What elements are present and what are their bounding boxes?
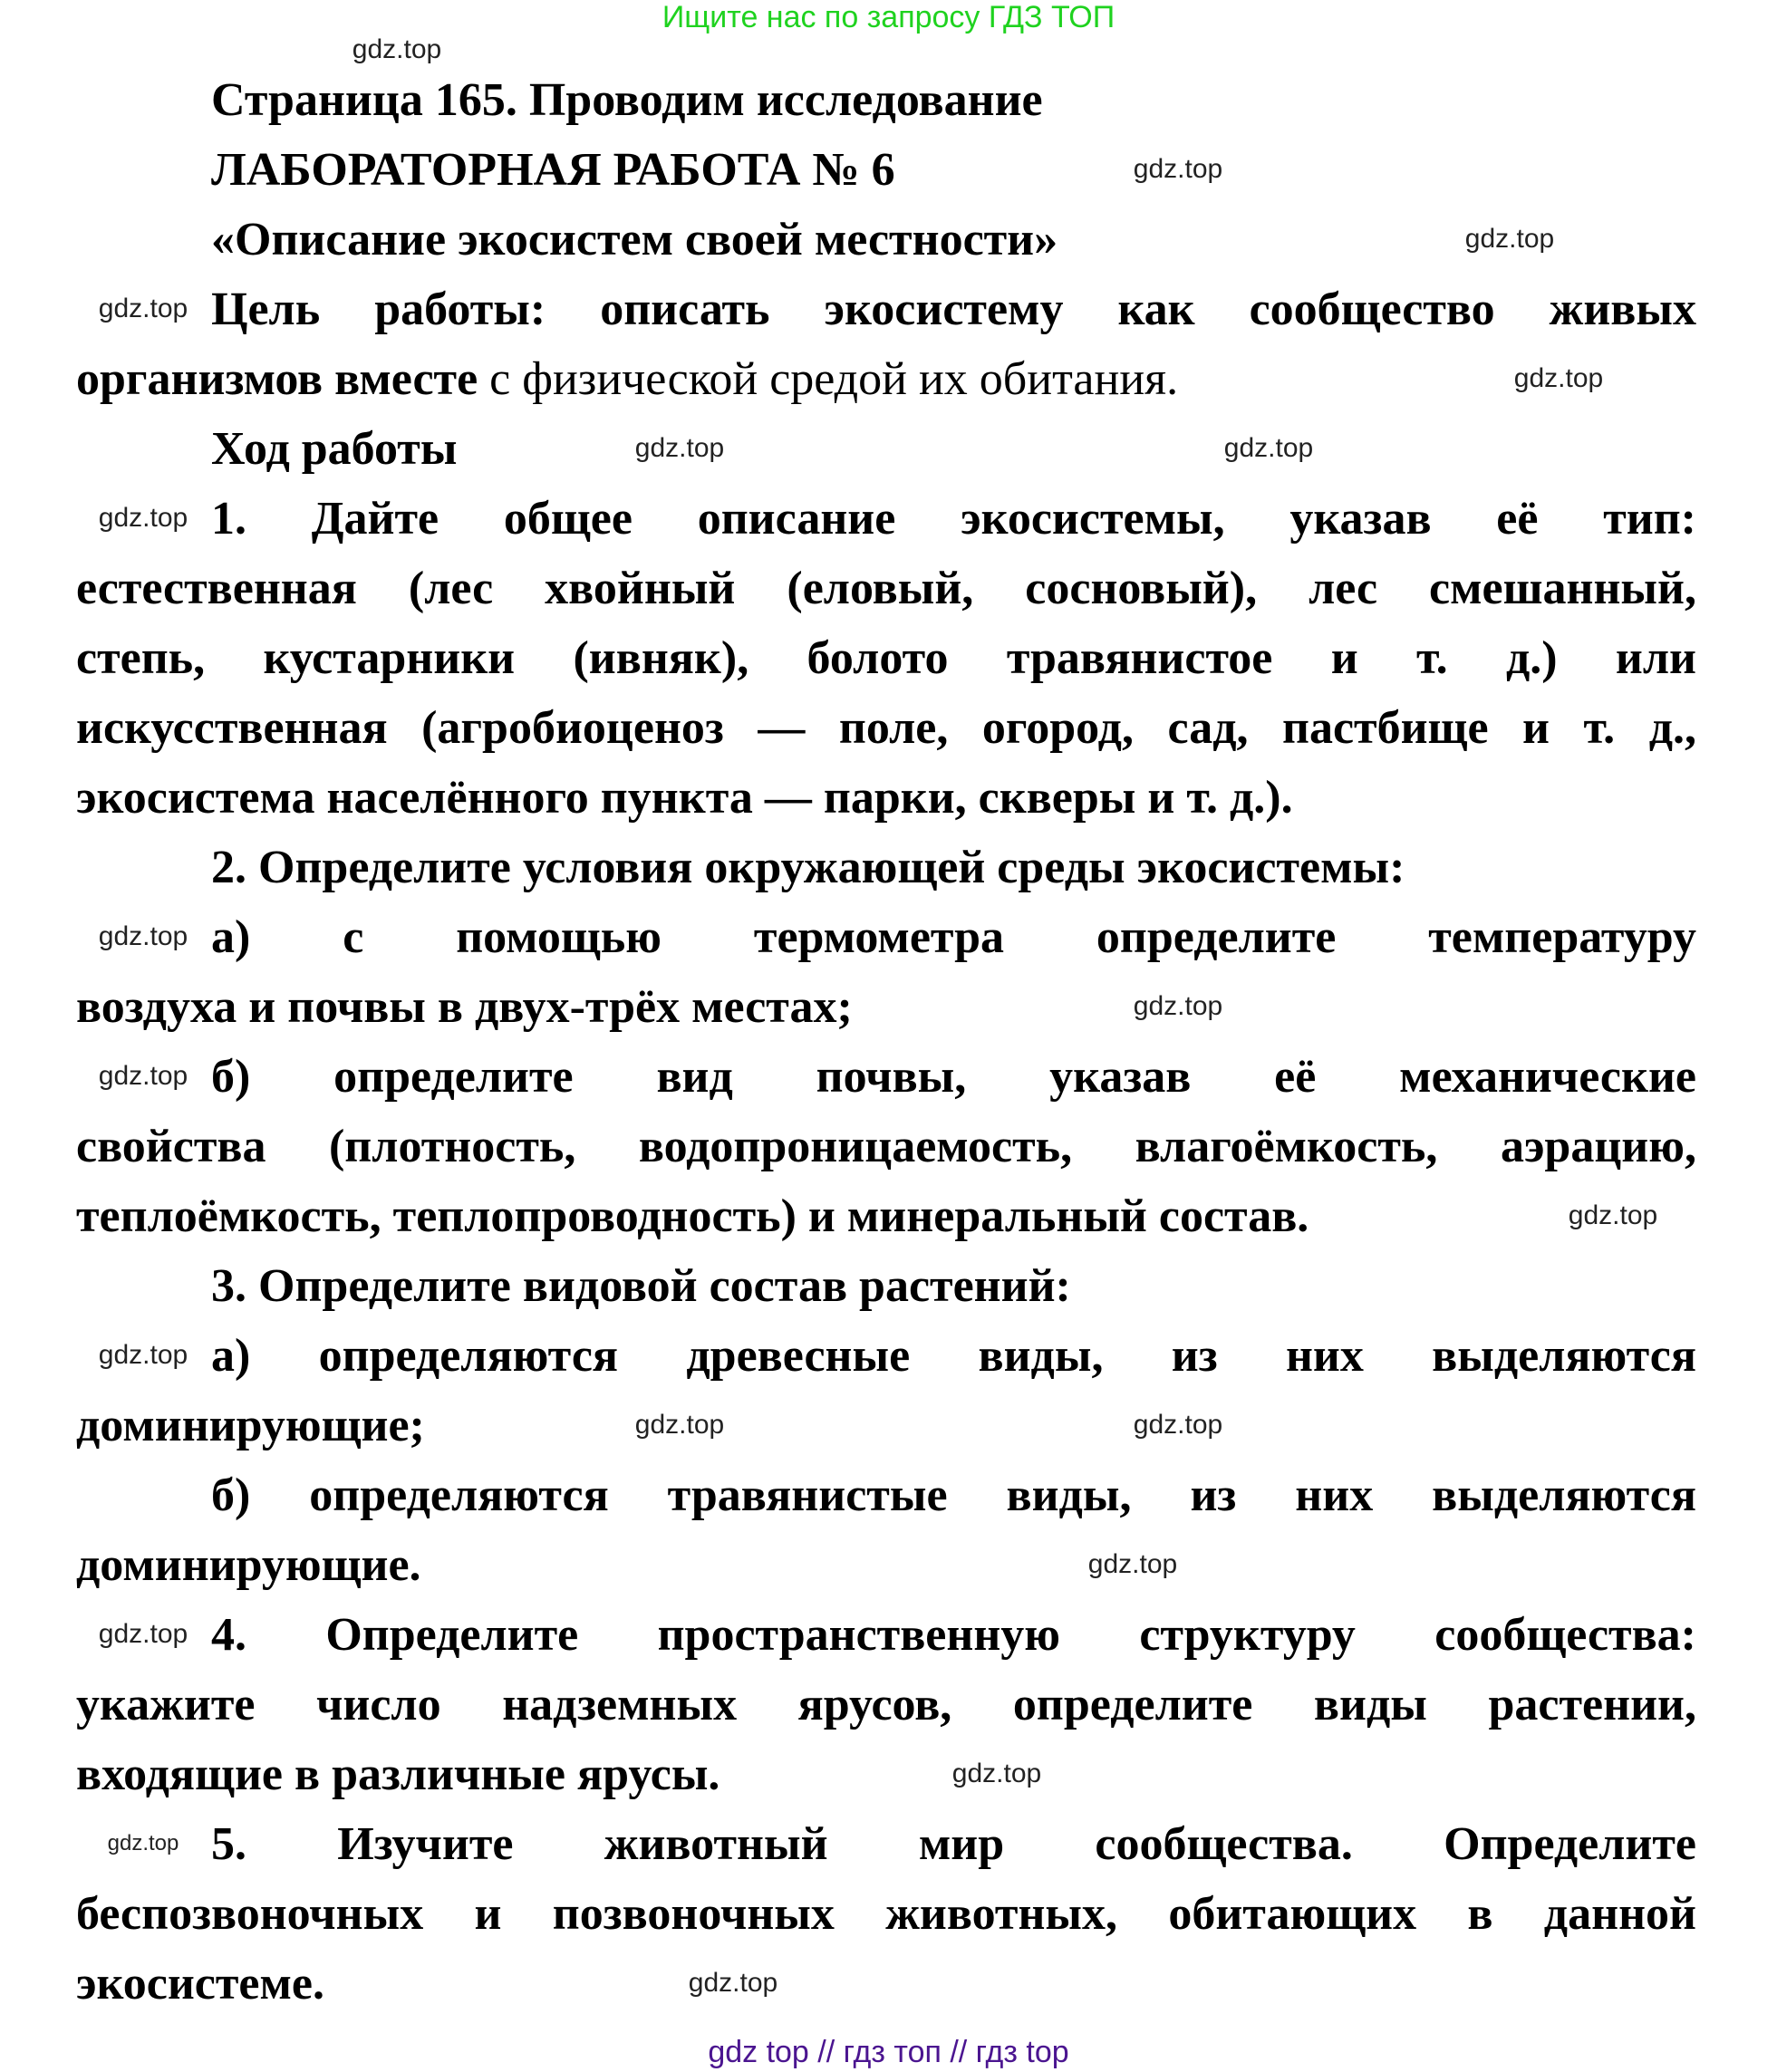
- watermark: gdz.top: [1513, 363, 1604, 393]
- watermark: gdz.top: [1568, 1200, 1658, 1230]
- text-line: степь, кустарники (ивняк), болото травянистое и т. д.) или: [76, 632, 1696, 684]
- text-line: 5. Изучите животный мир сообщества. Определите: [211, 1818, 1696, 1870]
- goal-line: [76, 344, 1696, 414]
- watermark: gdz.top: [98, 1619, 188, 1649]
- watermark: gdz.top: [1087, 1549, 1178, 1579]
- watermark: gdz.top: [98, 921, 188, 951]
- goal-normal: с физической средой их обитания.: [478, 353, 1179, 405]
- text-line: 4. Определите пространственную структуру сообщества:: [211, 1609, 1696, 1661]
- watermark: gdz.top: [1133, 154, 1223, 184]
- text-line: доминирующие;: [76, 1400, 425, 1451]
- watermark: gdz.top: [951, 1759, 1042, 1788]
- text-line: 1. Дайте общее описание экосистемы, указав её тип:: [211, 493, 1696, 545]
- page-title: Страница 165. Проводим исследование: [211, 74, 1043, 126]
- text-line: свойства (плотность, водопроницаемость, влагоёмкость, аэрацию,: [76, 1121, 1696, 1172]
- text-line: входящие в различные ярусы.: [76, 1749, 720, 1800]
- watermark: gdz.top: [98, 503, 188, 533]
- goal-bold: организмов вместе: [76, 353, 478, 405]
- watermark: gdz.top: [634, 433, 725, 463]
- text-line: теплоёмкость, теплопроводность) и минеральный состав.: [76, 1190, 1309, 1242]
- watermark: gdz.top: [1464, 224, 1555, 254]
- lab-title: ЛАБОРАТОРНАЯ РАБОТА № 6: [211, 144, 895, 196]
- text-line: естественная (лес хвойный (еловый, сосновый), лес смешанный,: [76, 563, 1696, 614]
- text-line: а) с помощью термометра определите температуру: [211, 911, 1696, 963]
- goal-line: Цель работы: описать экосистему как сообщество живых: [211, 284, 1696, 335]
- text-line: б) определите вид почвы, указав её механические: [211, 1051, 1696, 1103]
- watermark: gdz.top: [107, 1831, 179, 1855]
- text-line: а) определяются древесные виды, из них выделяются: [211, 1330, 1696, 1382]
- text-line: экосистеме.: [76, 1958, 324, 2009]
- watermark: gdz.top: [688, 1968, 778, 1998]
- text-line: беспозвоночных и позвоночных животных, обитающих в данной: [76, 1888, 1696, 1940]
- text-line: доминирующие.: [76, 1539, 421, 1591]
- footer-links: gdz top // гдз топ // гдз top: [708, 2035, 1069, 2069]
- watermark: gdz.top: [98, 1340, 188, 1370]
- watermark: gdz.top: [352, 34, 442, 64]
- text-line: искусственная (агробиоценоз — поле, огород, сад, пастбище и т. д.,: [76, 702, 1696, 754]
- text-line: экосистема населённого пункта — парки, скверы и т. д.).: [76, 772, 1293, 824]
- text-line: б) определяются травянистые виды, из них выделяются: [211, 1470, 1696, 1521]
- text-line: 2. Определите условия окружающей среды экосистемы:: [211, 842, 1405, 893]
- text-line: укажите число надземных ярусов, определите виды растении,: [76, 1679, 1696, 1730]
- watermark: gdz.top: [1133, 991, 1223, 1021]
- watermark: gdz.top: [1133, 1410, 1223, 1440]
- watermark: gdz.top: [98, 1061, 188, 1091]
- lab-work-text: [76, 65, 1696, 2019]
- watermark: gdz.top: [98, 294, 188, 323]
- watermark: gdz.top: [1223, 433, 1314, 463]
- search-banner: Ищите нас по запросу ГДЗ ТОП: [662, 0, 1115, 34]
- watermark: gdz.top: [634, 1410, 725, 1440]
- text-line: воздуха и почвы в двух-трёх местах;: [76, 981, 853, 1033]
- lab-subtitle: «Описание экосистем своей местности»: [211, 214, 1058, 265]
- text-line: 3. Определите видовой состав растений:: [211, 1260, 1071, 1312]
- procedure-heading: Ход работы: [211, 423, 458, 475]
